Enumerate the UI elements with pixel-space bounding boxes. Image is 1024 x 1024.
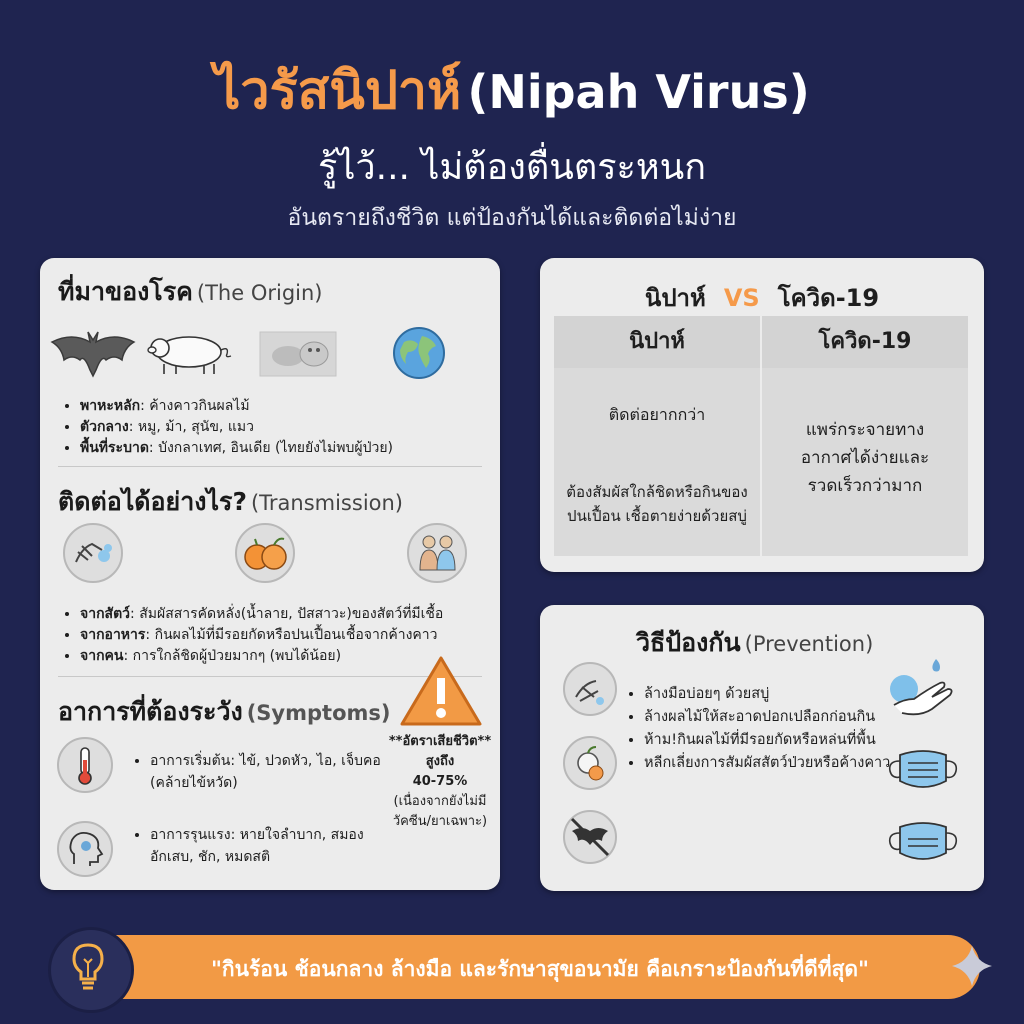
lightbulb-icon	[48, 927, 134, 1013]
page-title	[0, 48, 1024, 131]
list-item: • ห้าม!กินผลไม้ที่มีรอยกัดหรือหล่นที่พื้น	[644, 729, 899, 752]
divider	[58, 466, 482, 467]
subtitle: รู้ไว้... ไม่ต้องตื่นตระหนก	[317, 147, 707, 188]
title-english: (Nipah Virus)	[467, 65, 810, 119]
nipah-column	[554, 316, 762, 556]
globe-icon	[392, 326, 446, 380]
transmission-title: ติดต่อได้อย่างไร? (Transmission)	[58, 487, 403, 516]
list-item: • จากอาหาร: กินผลไม้ที่มีรอยกัดหรือปนเปื้อนเชื้อจากค้างคาว	[80, 625, 520, 646]
column-header: นิปาห์	[554, 316, 760, 368]
origin-list	[58, 396, 510, 459]
hand-contact-icon	[62, 522, 124, 584]
title-thai: ไวรัสนิปาห์	[214, 61, 462, 121]
list-item: • หลีกเลี่ยงการสัมผัสสัตว์ป่วยหรือค้างคาว	[644, 752, 899, 775]
prevention-list	[626, 683, 899, 775]
column-header: โควิด-19	[762, 316, 968, 368]
prevention-title: วิธีป้องกัน (Prevention)	[636, 628, 874, 657]
list-item: • อาการรุนแรง: หายใจลำบาก, สมองอักเสบ, ชัก, หมดสติ	[150, 824, 390, 868]
no-bat-icon	[562, 809, 618, 865]
banner-text: "กินร้อน ช้อนกลาง ล้างมือ และรักษาสุขอนามัย คือเกราะป้องกันที่ดีที่สุด"	[210, 957, 869, 981]
animals-photo-icon	[258, 324, 338, 380]
list-item: • อาการเริ่มต้น: ไข้, ปวดหัว, ไอ, เจ็บคอ (คล้ายไข้หวัด)	[150, 750, 390, 794]
list-item: • จากคน: การใกล้ชิดผู้ป่วยมากๆ (พบได้น้อย)	[80, 646, 520, 667]
table-cell: แพร่กระจายทางอากาศได้ง่ายและรวดเร็วกว่ามาก	[800, 420, 930, 496]
covid-column	[762, 316, 968, 556]
fatality-note: **อัตราเสียชีวิต** สูงถึง 40-75% (เนื่องจากยังไม่มี วัคซีน/ยาเฉพาะ)	[388, 734, 492, 829]
symptoms-early-list	[128, 750, 390, 794]
origin-title: ที่มาของโรค (The Origin)	[58, 277, 323, 306]
sparkle-icon	[950, 944, 994, 988]
warning-icon	[398, 654, 484, 728]
list-item: • ล้างผลไม้ให้สะอาดปอกเปลือกก่อนกิน	[644, 706, 899, 729]
mask-icon-2	[886, 817, 960, 867]
list-item: • ตัวกลาง: หมู, ม้า, สุนัข, แมว	[80, 417, 510, 438]
handwash-icon	[562, 661, 618, 717]
list-item: • จากสัตว์: สัมผัสสารคัดหลั่ง(น้ำลาย, ปัสสาวะ)ของสัตว์ที่มีเชื้อ	[80, 604, 520, 625]
comparison-header: นิปาห์ VS โควิด-19	[644, 284, 880, 312]
prevention-card	[540, 605, 984, 891]
comparison-table	[554, 316, 968, 556]
people-icon	[406, 522, 468, 584]
symptoms-title: อาการที่ต้องระวัง (Symptoms)	[58, 697, 391, 726]
table-cell: ต้องสัมผัสใกล้ชิดหรือกินของปนเปื้อน เชื้อตายง่ายด้วยสบู่	[566, 483, 748, 525]
bat-icon	[50, 326, 136, 378]
comparison-card	[540, 258, 984, 572]
fruit-peel-icon	[562, 735, 618, 791]
list-item: • ล้างมือบ่อยๆ ด้วยสบู่	[644, 683, 899, 706]
symptoms-severe-list	[128, 824, 390, 868]
soap-hand-icon	[886, 655, 960, 721]
thermometer-icon	[56, 736, 114, 794]
list-item: • พื้นที่ระบาด: บังกลาเทศ, อินเดีย (ไทยยังไม่พบผู้ป่วย)	[80, 438, 510, 459]
pig-icon	[144, 328, 234, 376]
list-item: • พาหะหลัก: ค้างคาวกินผลไม้	[80, 396, 510, 417]
table-cell: ติดต่อยากกว่า	[608, 405, 706, 424]
tagline: อันตรายถึงชีวิต แต่ป้องกันได้และติดต่อไม่ง่าย	[287, 205, 737, 231]
fruit-icon	[234, 522, 296, 584]
info-card-left	[40, 258, 500, 890]
mask-icon	[886, 745, 960, 795]
brain-head-icon	[56, 820, 114, 878]
